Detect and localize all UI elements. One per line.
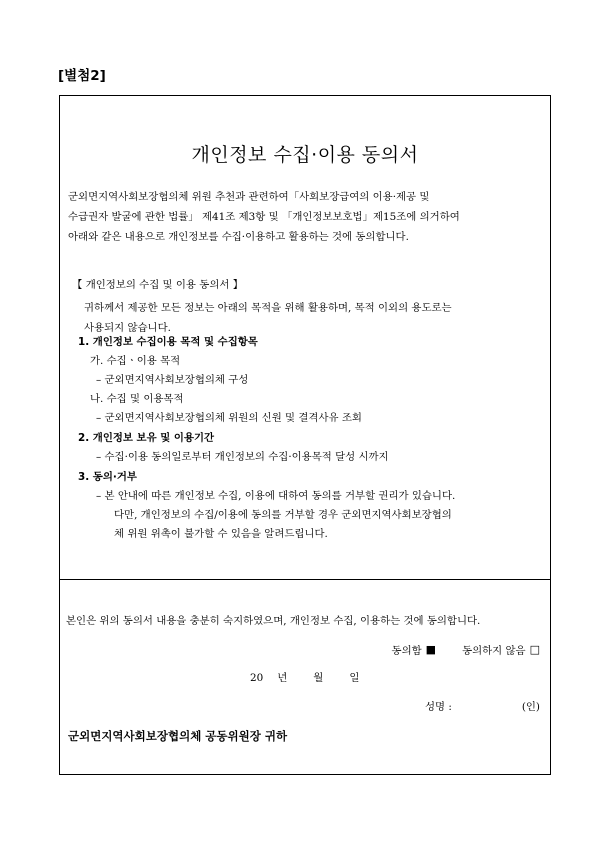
intro-paragraph [68,187,544,247]
section-3-item-cont: 체 위원 위촉이 불가할 수 있음을 알려드립니다. [114,528,328,540]
disagree-checkbox[interactable]: □ [529,643,540,656]
signature-label: 성명 : [424,701,452,713]
date-year: 년 [277,672,288,684]
section-1-b-item: – 군외면지역사회보장협의체 위원의 신원 및 결격사유 조회 [96,412,362,424]
document-title: 개인정보 수집·이용 동의서 [191,144,419,166]
section-divider [60,579,550,580]
agree-option[interactable] [392,642,437,657]
section-2-item: – 수집·이용 동의일로부터 개인정보의 수집·이용목적 달성 시까지 [96,451,389,463]
section-1-a-item: – 군외면지역사회보장협의체 구성 [96,374,249,386]
consent-form [59,95,551,775]
section-3-item-cont: 다만, 개인정보의 수집/이용에 동의를 거부할 경우 군외면지역사회보장협의 [114,509,452,521]
consent-heading: 【 개인정보의 수집 및 이용 동의서 】 [72,279,244,291]
consent-body-line: 사용되지 않습니다. [84,322,171,334]
agree-label: 동의함 [391,645,422,657]
section-3-item: – 본 안내에 따른 개인정보 수집, 이용에 대하여 동의를 거부할 권리가 있습니다. [96,490,456,502]
agree-checkbox[interactable]: ■ [425,643,437,656]
section-2-title: 2. 개인정보 보유 및 이용기간 [78,432,215,444]
signature-seal: (인) [521,701,540,713]
addressee: 군외면지역사회보장협의체 공동위원장 귀하 [68,729,288,743]
consent-body-line: 귀하께서 제공한 모든 정보는 아래의 목적을 위해 활용하며, 목적 이외의 용도로는 [84,302,452,314]
date-month: 월 [313,672,324,684]
agree-options [392,642,540,657]
section-1-b: 나. 수집 및 이용목적 [90,393,184,405]
section-1-title: 1. 개인정보 수집이용 목적 및 수집항목 [78,336,258,348]
intro-line: 아래와 같은 내용으로 개인정보를 수집·이용하고 활용하는 것에 동의합니다. [68,231,409,243]
confirmation-text: 본인은 위의 동의서 내용을 충분히 숙지하였으며, 개인정보 수집, 이용하는 것에 동의합니다. [66,615,481,627]
signature-line [425,698,540,713]
attachment-label: [별첨2] [58,68,106,84]
disagree-option[interactable] [462,642,540,657]
intro-line: 군외면지역사회보장협의체 위원 추천과 관련하여「사회보장급여의 이용·제공 및 [68,191,430,203]
intro-line: 수급권자 발굴에 관한 법률」 제41조 제3항 및 「개인정보보호법」제15조에 의거하여 [68,211,460,223]
date-year-prefix: 20 [250,672,264,684]
section-1-a: 가. 수집ㆍ이용 목적 [90,355,181,367]
disagree-label: 동의하지 않음 [462,645,526,657]
date-day: 일 [349,672,360,684]
consent-body [84,298,542,338]
section-3-title: 3. 동의·거부 [78,471,137,483]
date-line [250,669,359,684]
